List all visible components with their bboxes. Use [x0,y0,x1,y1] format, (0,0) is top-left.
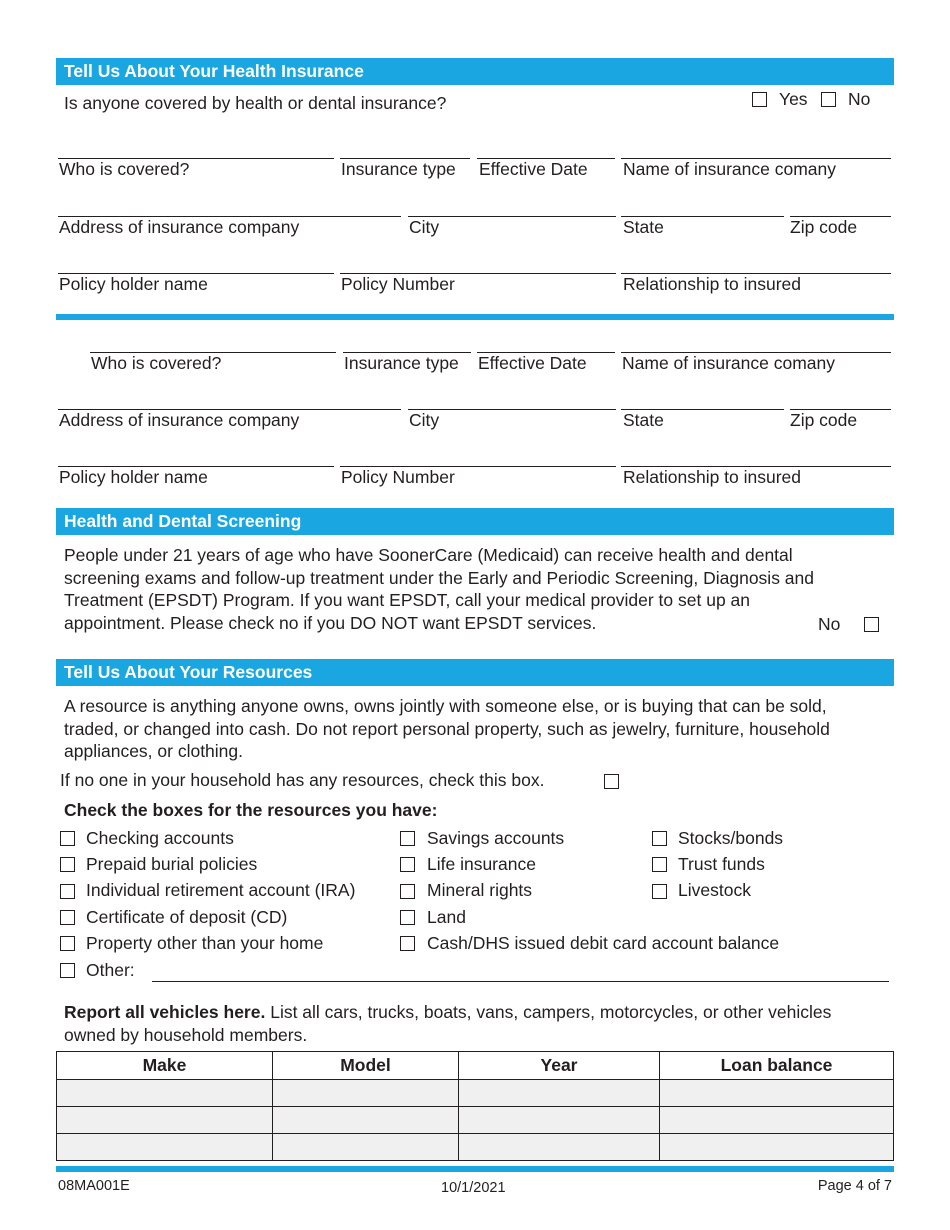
insurance-address-label: Address of insurance company [59,410,300,430]
vehicles-table [56,1051,894,1161]
insurance-type-label: Insurance type [344,353,459,373]
vehicles-intro-line: owned by household members. [64,1024,308,1045]
form-date: 10/1/2021 [441,1180,506,1196]
other-property-checkbox[interactable] [60,936,75,951]
other-resource-checkbox[interactable] [60,963,75,978]
model-cell[interactable] [273,1107,459,1134]
page-number: Page 4 of 7 [817,1178,892,1194]
cd-checkbox[interactable] [60,910,75,925]
resource-label: Cash/DHS issued debit card account balance [427,933,780,953]
screening-line: People under 21 years of age who have SoonerCare (Medicaid) can receive health and dental [64,545,793,565]
resources-line: appliances, or clothing. [64,741,243,761]
insurance-no-label: No [848,89,871,109]
make-cell[interactable] [57,1134,273,1161]
resource-label: Mineral rights [427,880,533,900]
column-header-make: Make [57,1052,273,1080]
epsdt-no-label: No [818,614,841,634]
vehicles-intro-rest: List all cars, trucks, boats, vans, campers, motorcycles, or other vehicles [265,1002,832,1022]
resources-check-heading: Check the boxes for the resources you have: [64,800,438,820]
land-checkbox[interactable] [400,910,415,925]
table-row [57,1134,894,1161]
table-row [57,1080,894,1107]
prepaid-burial-checkbox[interactable] [60,857,75,872]
resource-label: Other: [86,960,135,980]
cash-debit-card-checkbox[interactable] [400,936,415,951]
column-header-loan-balance: Loan balance [660,1052,894,1080]
loan-balance-cell[interactable] [660,1080,894,1107]
insurance-question: Is anyone covered by health or dental insurance? [64,93,447,113]
screening-line: appointment. Please check no if you DO NOT want EPSDT services. [64,612,597,633]
effective-date-label: Effective Date [479,159,588,179]
relationship-label: Relationship to insured [623,467,802,487]
savings-accounts-checkbox[interactable] [400,831,415,846]
relationship-label: Relationship to insured [623,274,802,294]
insurance-type-label: Insurance type [341,159,456,179]
model-cell[interactable] [273,1080,459,1107]
resource-label: Trust funds [678,854,765,874]
policy-number-label: Policy Number [341,274,455,294]
make-cell[interactable] [57,1080,273,1107]
resources-line: A resource is anything anyone owns, owns jointly with someone else, or is buying that can be sold, [64,696,827,716]
form-id: 08MA001E [58,1178,130,1194]
zip-label: Zip code [790,217,858,237]
zip-label: Zip code [790,410,858,430]
screening-line: screening exams and follow-up treatment under the Early and Periodic Screening, Diagnosis and [64,567,815,588]
ira-checkbox[interactable] [60,884,75,899]
screening-paragraph [64,544,890,634]
resource-label: Property other than your home [86,933,324,953]
resource-label: Individual retirement account (IRA) [86,880,356,900]
city-field-1[interactable] [408,216,616,217]
screening-line: Treatment (EPSDT) Program. If you want EPSDT, call your medical provider to set up an [64,590,751,610]
insurance-yes-checkbox[interactable] [752,92,767,107]
policy-holder-label: Policy holder name [59,467,208,487]
make-cell[interactable] [57,1107,273,1134]
stocks-bonds-checkbox[interactable] [652,831,667,846]
resources-line: traded, or changed into cash. Do not report personal property, such as jewelry, furniture, household [64,718,830,739]
city-field-2[interactable] [408,409,616,410]
checking-accounts-checkbox[interactable] [60,831,75,846]
trust-funds-checkbox[interactable] [652,857,667,872]
resource-label: Certificate of deposit (CD) [86,907,288,927]
no-resources-checkbox[interactable] [604,774,619,789]
insurance-yes-label: Yes [779,89,808,109]
model-cell[interactable] [273,1134,459,1161]
resources-paragraph [64,695,890,763]
screening-section-header: Health and Dental Screening [56,508,894,535]
state-label: State [623,410,664,430]
no-resources-text: If no one in your household has any resources, check this box. [60,770,545,790]
insurance-section-header: Tell Us About Your Health Insurance [56,58,894,85]
life-insurance-checkbox[interactable] [400,857,415,872]
resource-label: Savings accounts [427,828,565,848]
year-cell[interactable] [459,1107,660,1134]
resource-label: Life insurance [427,854,536,874]
year-cell[interactable] [459,1080,660,1107]
resource-label: Land [427,907,466,927]
insurance-address-label: Address of insurance company [59,217,300,237]
who-covered-label: Who is covered? [59,159,190,179]
loan-balance-cell[interactable] [660,1107,894,1134]
column-header-year: Year [459,1052,660,1080]
other-resource-field[interactable] [152,981,889,982]
livestock-checkbox[interactable] [652,884,667,899]
table-header-row [57,1052,894,1080]
state-label: State [623,217,664,237]
policy-holder-label: Policy holder name [59,274,208,294]
city-label: City [409,217,440,237]
resources-section-header: Tell Us About Your Resources [56,659,894,686]
policy-number-label: Policy Number [341,467,455,487]
year-cell[interactable] [459,1134,660,1161]
mineral-rights-checkbox[interactable] [400,884,415,899]
resource-label: Checking accounts [86,828,234,848]
insurance-company-name-label: Name of insurance comany [622,353,836,373]
who-covered-label: Who is covered? [91,353,222,373]
city-label: City [409,410,440,430]
section-divider [56,314,894,320]
vehicles-intro-bold: Report all vehicles here. [64,1002,266,1022]
resource-label: Stocks/bonds [678,828,784,848]
loan-balance-cell[interactable] [660,1134,894,1161]
vehicles-intro-line [64,1001,890,1024]
column-header-model: Model [273,1052,459,1080]
table-row [57,1107,894,1134]
insurance-no-checkbox[interactable] [821,92,836,107]
resource-label: Prepaid burial policies [86,854,258,874]
footer-divider [56,1166,894,1172]
resource-label: Livestock [678,880,751,900]
vehicles-intro [64,1001,890,1046]
epsdt-no-checkbox[interactable] [864,617,879,632]
effective-date-label: Effective Date [478,353,587,373]
insurance-company-name-label: Name of insurance comany [623,159,837,179]
